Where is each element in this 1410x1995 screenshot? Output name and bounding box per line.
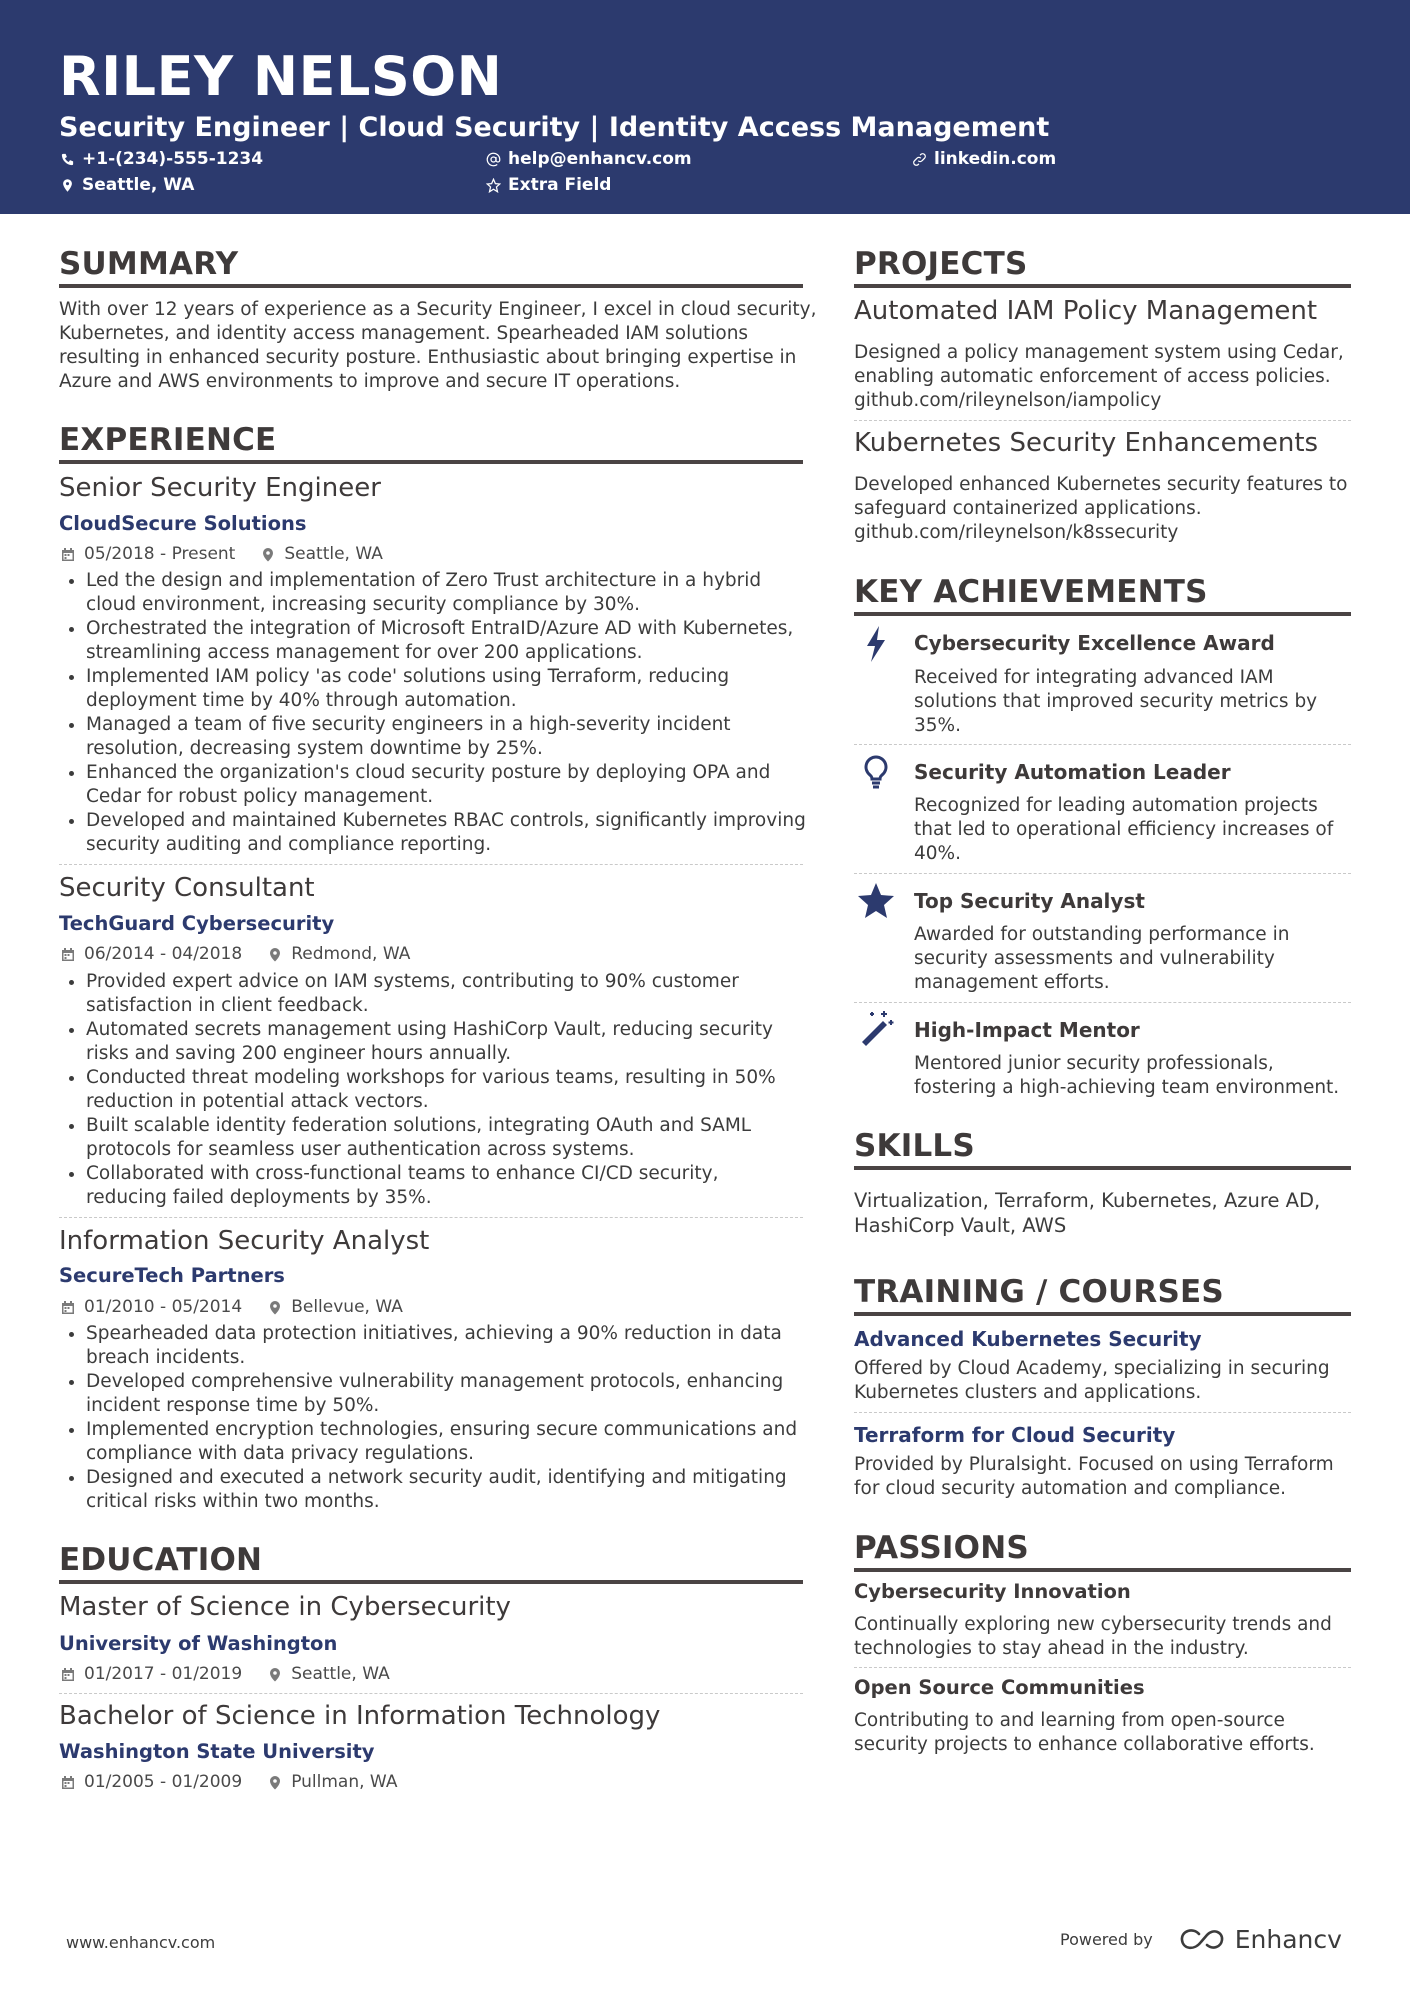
powered-by-text: Powered by — [1060, 1930, 1153, 1949]
job-location: Seattle, WA — [284, 544, 383, 564]
job-dates: 01/2010 - 05/2014 — [84, 1297, 243, 1317]
education-dates: 01/2017 - 01/2019 — [84, 1664, 243, 1684]
bullet-item: Collaborated with cross-functional teams to enhance CI/CD security, reducing failed deployments by 35%. — [59, 1162, 819, 1210]
job-bullets — [59, 1322, 819, 1514]
education-location: Pullman, WA — [291, 1772, 398, 1792]
job-meta — [61, 543, 383, 565]
achievements-heading: KEY ACHIEVEMENTS — [854, 574, 1208, 610]
summary-text — [59, 298, 819, 394]
skills-heading: SKILLS — [854, 1128, 975, 1164]
divider — [59, 864, 803, 865]
summary-line: Azure and AWS environments to improve and secure IT operations. — [59, 371, 681, 392]
divider — [59, 1693, 803, 1694]
location-pin-icon — [268, 1667, 282, 1682]
job-dates: 05/2018 - Present — [84, 544, 236, 564]
calendar-icon — [61, 1775, 75, 1790]
bullet-item: Provided expert advice on IAM systems, contributing to 90% customer satisfaction in client feedback. — [59, 970, 819, 1018]
bullet-item: Implemented IAM policy 'as code' solutions using Terraform, reducing deployment time by 40% through automation. — [59, 665, 819, 713]
passions-heading: PASSIONS — [854, 1530, 1029, 1566]
bullet-item: Implemented encryption technologies, ensuring secure communications and compliance with data privacy regulations. — [59, 1418, 819, 1466]
passion-title: Open Source Communities — [854, 1676, 1145, 1699]
link-icon — [912, 152, 927, 167]
divider — [854, 420, 1351, 421]
course-description: Provided by Pluralsight. Focused on using Terraform for cloud security automation and compliance. — [854, 1454, 1334, 1499]
extra-text: Extra Field — [508, 175, 612, 195]
location-pin-icon — [268, 1775, 282, 1790]
course-title[interactable]: Advanced Kubernetes Security — [854, 1327, 1202, 1351]
candidate-tagline: Security Engineer | Cloud Security | Identity Access Management — [59, 112, 1050, 143]
summary-heading: SUMMARY — [59, 246, 239, 282]
enhancv-logo[interactable] — [1179, 1925, 1342, 1954]
job-role: Senior Security Engineer — [59, 473, 381, 503]
bullet-item: Enhanced the organization's cloud security posture by deploying OPA and Cedar for robust policy management. — [59, 761, 819, 809]
candidate-name: RILEY NELSON — [59, 45, 503, 108]
project-title: Kubernetes Security Enhancements — [854, 428, 1319, 458]
job-role: Information Security Analyst — [59, 1226, 430, 1256]
contact-extra — [486, 174, 611, 196]
education-rule — [59, 1580, 803, 1584]
location-pin-icon — [268, 1300, 282, 1315]
email-text: help@enhancv.com — [508, 149, 692, 169]
achievement-description: Received for integrating advanced IAM solutions that improved security metrics by 35%. — [914, 667, 1318, 736]
summary-line: resulting in enhanced security posture. Enthusiastic about bringing expertise in — [59, 347, 797, 368]
bullet-item: Orchestrated the integration of Microsoft EntraID/Azure AD with Kubernetes, streamlining access management for over 200 applications. — [59, 617, 819, 665]
linkedin-text: linkedin.com — [934, 149, 1057, 169]
job-bullets — [59, 569, 819, 857]
passion-description: Continually exploring new cybersecurity trends and technologies to stay ahead in the industry. — [854, 1614, 1332, 1659]
training-rule — [854, 1312, 1351, 1316]
achievements-rule — [854, 612, 1351, 616]
summary-rule — [59, 284, 803, 288]
divider — [854, 873, 1351, 874]
job-location: Redmond, WA — [291, 944, 411, 964]
training-heading: TRAINING / COURSES — [854, 1274, 1224, 1310]
skills-list: Virtualization, Terraform, Kubernetes, Azure AD, HashiCorp Vault, AWS — [854, 1189, 1321, 1237]
contact-linkedin[interactable] — [912, 148, 1056, 170]
bullet-item: Managed a team of five security engineers in a high-severity incident resolution, decreasing system downtime by 25%. — [59, 713, 819, 761]
education-location: Seattle, WA — [291, 1664, 390, 1684]
bullet-item: Led the design and implementation of Zero Trust architecture in a hybrid cloud environment, increasing security compliance by 30%. — [59, 569, 819, 617]
job-location: Bellevue, WA — [291, 1297, 403, 1317]
bullet-item: Conducted threat modeling workshops for various teams, resulting in 50% reduction in potential attack vectors. — [59, 1066, 819, 1114]
project-title: Automated IAM Policy Management — [854, 296, 1318, 326]
job-meta — [61, 943, 410, 965]
bullet-item: Spearheaded data protection initiatives, achieving a 90% reduction in data breach incidents. — [59, 1322, 819, 1370]
job-company[interactable]: TechGuard Cybersecurity — [59, 912, 335, 935]
phone-icon — [60, 152, 75, 167]
passion-title: Cybersecurity Innovation — [854, 1580, 1131, 1603]
phone-text: +1-(234)-555-1234 — [82, 149, 264, 169]
education-meta — [61, 1663, 390, 1685]
at-icon — [486, 152, 501, 167]
bullet-item: Automated secrets management using HashiCorp Vault, reducing security risks and saving 200 engineer hours annually. — [59, 1018, 819, 1066]
passion-description: Contributing to and learning from open-source security projects to enhance collaborative efforts. — [854, 1710, 1315, 1755]
project-link[interactable]: github.com/rileynelson/iampolicy — [854, 390, 1162, 411]
summary-line: With over 12 years of experience as a Security Engineer, I excel in cloud security, — [59, 299, 817, 320]
job-company[interactable]: CloudSecure Solutions — [59, 512, 307, 535]
school-name[interactable]: University of Washington — [59, 1632, 338, 1655]
contact-email[interactable] — [486, 148, 692, 170]
contact-location — [60, 174, 194, 196]
passions-rule — [854, 1568, 1351, 1572]
education-dates: 01/2005 - 01/2009 — [84, 1772, 243, 1792]
location-pin-icon — [60, 178, 75, 193]
education-meta — [61, 1771, 397, 1793]
achievement-title: High-Impact Mentor — [914, 1018, 1140, 1042]
degree-title: Master of Science in Cybersecurity — [59, 1592, 511, 1622]
location-text: Seattle, WA — [82, 175, 195, 195]
enhancv-logo-icon — [1179, 1928, 1225, 1952]
projects-rule — [854, 284, 1351, 288]
star-icon — [856, 880, 896, 920]
achievement-title: Security Automation Leader — [914, 760, 1231, 784]
experience-rule — [59, 460, 803, 464]
job-dates: 06/2014 - 04/2018 — [84, 944, 243, 964]
footer-website[interactable]: www.enhancv.com — [66, 1933, 216, 1952]
achievement-title: Cybersecurity Excellence Award — [914, 631, 1275, 655]
project-description: Developed enhanced Kubernetes security features to safeguard containerized applications. github.com/rileynelson/k8ssecurity — [854, 473, 1354, 545]
summary-line: Kubernetes, and identity access management. Spearheaded IAM solutions — [59, 323, 749, 344]
project-description: Designed a policy management system using Cedar, enabling automatic enforcement of access policies. github.com/rileynelson/iampolicy — [854, 341, 1354, 413]
course-description: Offered by Cloud Academy, specializing in securing Kubernetes clusters and applications. — [854, 1358, 1330, 1403]
bolt-icon — [856, 624, 896, 664]
calendar-icon — [61, 1667, 75, 1682]
achievement-title: Top Security Analyst — [914, 889, 1145, 913]
resume-header — [0, 0, 1410, 214]
achievement-description: Recognized for leading automation projects that led to operational efficiency increases of 40%. — [914, 795, 1334, 864]
star-outline-icon — [486, 178, 501, 193]
projects-heading: PROJECTS — [854, 246, 1028, 282]
divider — [854, 1412, 1351, 1413]
calendar-icon — [61, 947, 75, 962]
divider — [854, 744, 1351, 745]
location-pin-icon — [261, 547, 275, 562]
bullet-item: Designed and executed a network security audit, identifying and mitigating critical risks within two months. — [59, 1466, 819, 1514]
calendar-icon — [61, 547, 75, 562]
skills-rule — [854, 1166, 1351, 1170]
lightbulb-icon — [856, 752, 896, 792]
magic-wand-icon — [856, 1008, 896, 1048]
experience-heading: EXPERIENCE — [59, 422, 277, 458]
degree-title: Bachelor of Science in Information Technology — [59, 1701, 661, 1731]
divider — [854, 1002, 1351, 1003]
divider — [854, 1667, 1351, 1668]
course-title[interactable]: Terraform for Cloud Security — [854, 1423, 1176, 1447]
job-company[interactable]: SecureTech Partners — [59, 1264, 285, 1287]
bullet-item: Developed and maintained Kubernetes RBAC controls, significantly improving security auditing and compliance reporting. — [59, 809, 819, 857]
divider — [59, 1217, 803, 1218]
job-bullets — [59, 970, 819, 1210]
job-meta — [61, 1296, 403, 1318]
location-pin-icon — [268, 947, 282, 962]
contact-phone — [60, 148, 263, 170]
education-heading: EDUCATION — [59, 1542, 263, 1578]
bullet-item: Developed comprehensive vulnerability management protocols, enhancing incident response time by 50%. — [59, 1370, 819, 1418]
bullet-item: Built scalable identity federation solutions, integrating OAuth and SAML protocols for seamless user authentication across systems. — [59, 1114, 819, 1162]
job-role: Security Consultant — [59, 873, 315, 903]
project-link[interactable]: github.com/rileynelson/k8ssecurity — [854, 522, 1179, 543]
footer-branding — [1060, 1925, 1342, 1954]
brand-name: Enhancv — [1234, 1925, 1342, 1954]
achievement-description: Mentored junior security professionals, fostering a high-achieving team environment. — [914, 1053, 1340, 1098]
achievement-description: Awarded for outstanding performance in security assessments and vulnerability management efforts. — [914, 924, 1290, 993]
school-name[interactable]: Washington State University — [59, 1740, 375, 1763]
calendar-icon — [61, 1300, 75, 1315]
